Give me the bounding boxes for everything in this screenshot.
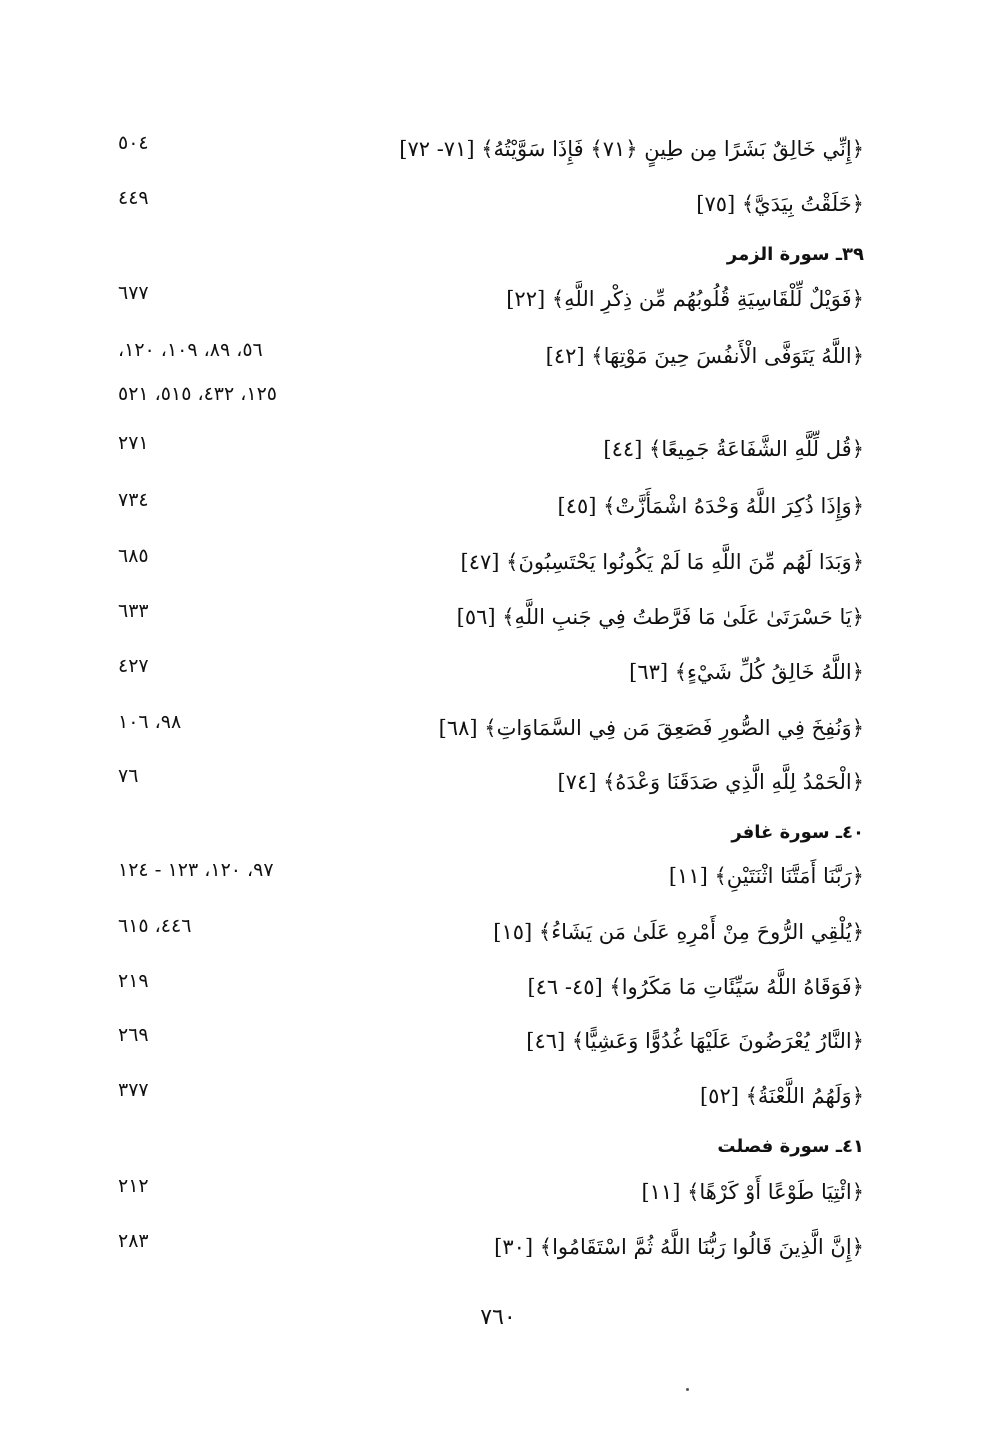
- index-entry: [0, 763, 991, 807]
- index-entry: [0, 337, 991, 417]
- surah-heading-fussilat: ٤١ـ سورة فصلت: [717, 1136, 864, 1157]
- scan-speck: [686, 1388, 689, 1391]
- index-entry: [0, 1077, 991, 1121]
- verse-citation: ﴿وَنُفِخَ فِي الصُّورِ فَصَعِقَ مَن فِي السَّمَاوَاتِ﴾ [٦٨]: [438, 716, 864, 740]
- page-references: ٩٧، ١٢٠، ١٢٣ - ١٢٤: [118, 859, 274, 881]
- page-references: ٥٠٤: [118, 132, 149, 154]
- index-entry: [0, 1228, 991, 1272]
- page-references-continued: ١٢٥، ٤٣٢، ٥١٥، ٥٢١: [118, 383, 278, 405]
- index-entry: [0, 543, 991, 587]
- index-entry: [0, 653, 991, 697]
- index-entry: [0, 280, 991, 324]
- verse-citation: ﴿وَإِذَا ذُكِرَ اللَّهُ وَحْدَهُ اشْمَأَزَّتْ﴾ [٤٥]: [557, 494, 864, 518]
- page-references: ٢٧١: [118, 432, 149, 454]
- verse-citation: ﴿وَلَهُمُ اللَّعْنَةُ﴾ [٥٢]: [699, 1084, 864, 1108]
- verse-citation: ﴿إِنِّي خَالِقٌ بَشَرًا مِن طِينٍ ﴿٧١﴾ فَإِذَا سَوَّيْتُهُ﴾ [٧١- ٧٢]: [399, 137, 864, 161]
- verse-citation: ﴿يَا حَسْرَتَىٰ عَلَىٰ مَا فَرَّطتُ فِي جَنبِ اللَّهِ﴾ [٥٦]: [456, 605, 864, 629]
- index-entry: [0, 913, 991, 957]
- index-entry: [0, 857, 991, 901]
- page-references: ٢٦٩: [118, 1024, 149, 1046]
- verse-citation: ﴿ائْتِيَا طَوْعًا أَوْ كَرْهًا﴾ [١١]: [641, 1180, 864, 1204]
- page-references: ٤٢٧: [118, 655, 149, 677]
- verse-citation: ﴿اللَّهُ خَالِقُ كُلِّ شَيْءٍ﴾ [٦٣]: [629, 660, 864, 684]
- index-entry: [0, 185, 991, 229]
- verse-citation: ﴿اللَّهُ يَتَوَفَّى الْأَنفُسَ حِينَ مَوْتِهَا﴾ [٤٢]: [545, 344, 864, 368]
- surah-heading-ghafir: ٤٠ـ سورة غافر: [731, 822, 864, 843]
- verse-citation: ﴿الْحَمْدُ لِلَّهِ الَّذِي صَدَقَنَا وَعْدَهُ﴾ [٧٤]: [557, 770, 864, 794]
- verse-citation: ﴿فَوَيْلٌ لِّلْقَاسِيَةِ قُلُوبُهُم مِّن ذِكْرِ اللَّهِ﴾ [٢٢]: [506, 287, 864, 311]
- surah-heading-zumar: ٣٩ـ سورة الزمر: [726, 244, 864, 265]
- page-references: ٢٨٣: [118, 1230, 149, 1252]
- page-references: ٦٧٧: [118, 282, 149, 304]
- page-references: ٦٨٥: [118, 545, 149, 567]
- page-references: ٩٨، ١٠٦: [118, 711, 182, 733]
- index-entry: [0, 709, 991, 753]
- verse-citation: ﴿يُلْقِي الرُّوحَ مِنْ أَمْرِهِ عَلَىٰ مَن يَشَاءُ﴾ [١٥]: [493, 920, 864, 944]
- verse-citation: ﴿قُل لِّلَّهِ الشَّفَاعَةُ جَمِيعًا﴾ [٤٤]: [603, 437, 864, 461]
- verse-citation: ﴿وَبَدَا لَهُم مِّنَ اللَّهِ مَا لَمْ يَكُونُوا يَحْتَسِبُونَ﴾ [٤٧]: [460, 550, 864, 574]
- index-entry: [0, 598, 991, 642]
- index-entry: [0, 130, 991, 174]
- verse-citation: ﴿فَوَقَاهُ اللَّهُ سَيِّئَاتِ مَا مَكَرُوا﴾ [٤٥- ٤٦]: [527, 975, 864, 999]
- verse-citation: ﴿رَبَّنَا أَمَتَّنَا اثْنَتَيْنِ﴾ [١١]: [668, 864, 864, 888]
- page-number: ٧٦٠: [480, 1305, 516, 1330]
- verse-citation: ﴿النَّارُ يُعْرَضُونَ عَلَيْهَا غُدُوًّا وَعَشِيًّا﴾ [٤٦]: [526, 1029, 864, 1053]
- index-entry: [0, 1173, 991, 1217]
- verse-citation: ﴿إِنَّ الَّذِينَ قَالُوا رَبُّنَا اللَّهُ ثُمَّ اسْتَقَامُوا﴾ [٣٠]: [494, 1235, 864, 1259]
- page-references: ٤٤٦، ٦١٥: [118, 915, 192, 937]
- page-references: ٢١٢: [118, 1175, 149, 1197]
- index-entry: [0, 430, 991, 474]
- page-references: ٦٣٣: [118, 600, 149, 622]
- index-entry: [0, 968, 991, 1012]
- page-references: ٧٦: [118, 765, 139, 787]
- page-references: ٤٤٩: [118, 187, 149, 209]
- page-references: ٧٣٤: [118, 489, 149, 511]
- page-references: ٣٧٧: [118, 1079, 149, 1101]
- verse-citation: ﴿خَلَقْتُ بِيَدَيَّ﴾ [٧٥]: [696, 192, 864, 216]
- page-references: ٢١٩: [118, 970, 149, 992]
- page-references: ٥٦، ٨٩، ١٠٩، ١٢٠،: [118, 339, 263, 361]
- index-entry: [0, 487, 991, 531]
- index-entry: [0, 1022, 991, 1066]
